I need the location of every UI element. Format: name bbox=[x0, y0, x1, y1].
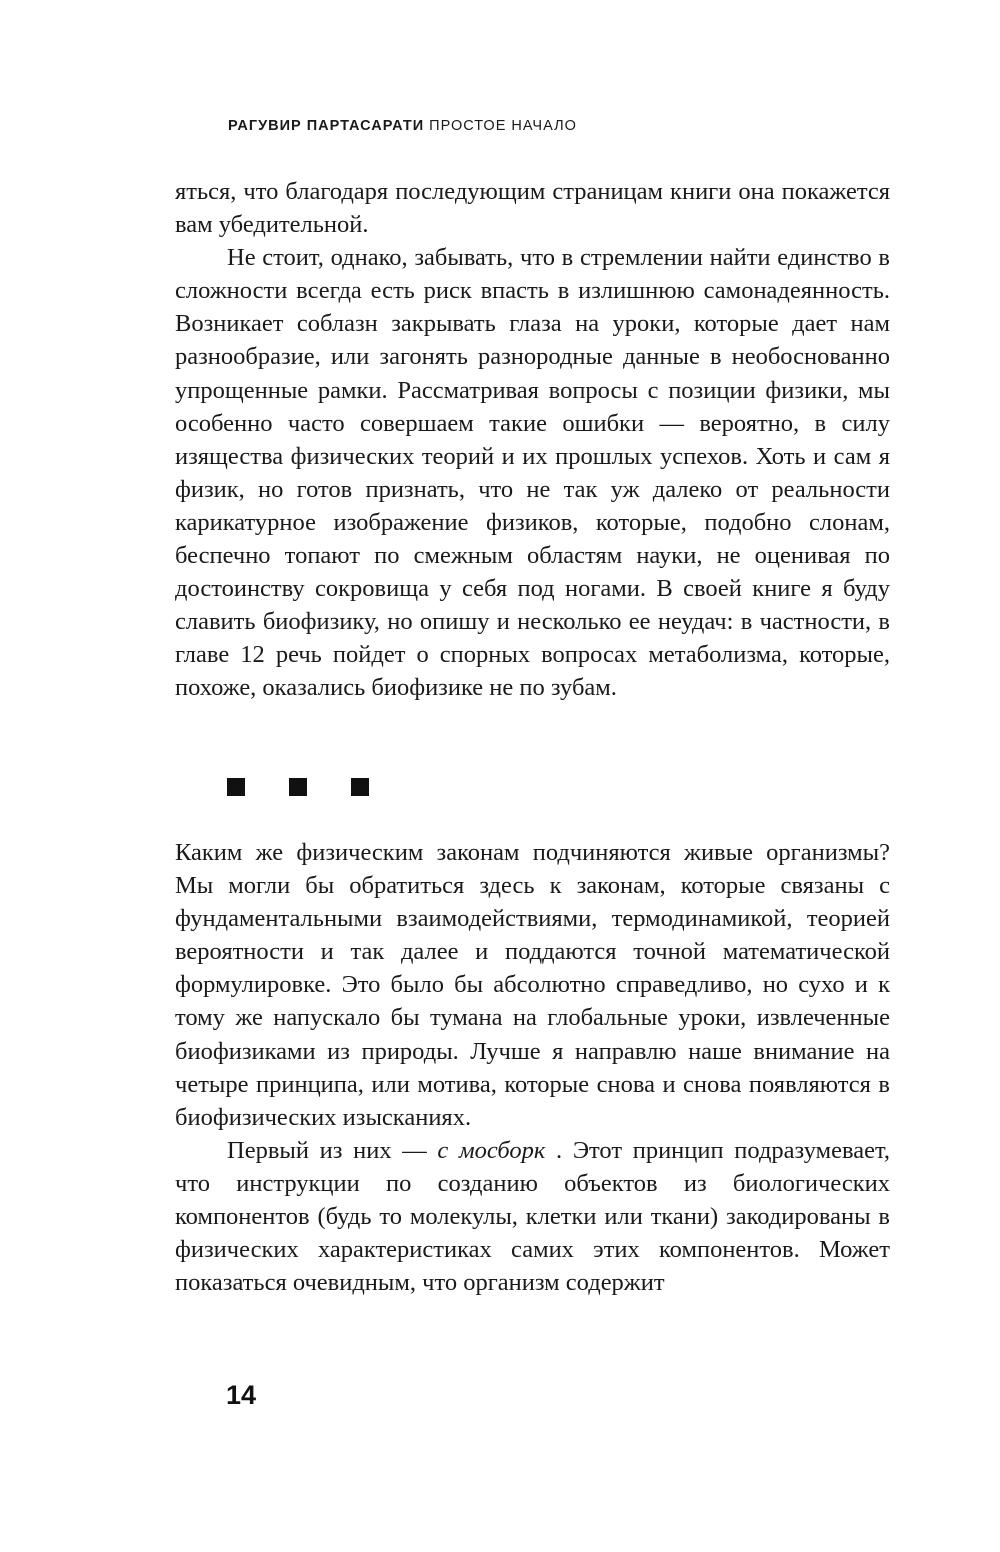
running-head-author: РАГУВИР ПАРТАСАРАТИ bbox=[228, 118, 425, 134]
paragraph: яться, что благодаря последующим страницам книги она покажется вам убедительной. bbox=[175, 178, 890, 239]
running-head bbox=[228, 118, 577, 134]
text-block-top bbox=[175, 175, 890, 705]
separator-square-icon bbox=[227, 778, 245, 796]
paragraph-text: Первый из них — bbox=[227, 1136, 438, 1164]
paragraph: Не стоит, однако, забывать, что в стремлении найти единство в сложности всегда есть риск впасть в излишнюю самонадеянность. Возникает соблазн закрывать глаза на уроки, которые дает нам разнообразие, или загонять разнородные данные в необоснованно упрощенные рамки. Рассматривая вопросы с позиции физики, мы особенно часто совершаем такие ошибки — вероятно, в силу изящества физических теорий и их прошлых успехов. Хоть и сам я физик, но готов признать, что не так уж далеко от реальности карикатурное изображение физиков, которые, подобно слонам, беспечно топают по смежным областям науки, не оценивая по достоинству сокровища у себя под ногами. В своей книге я буду славить биофизику, но опишу и несколько ее неудач: в частности, в главе 12 речь пойдет о спорных вопросах метаболизма, которые, похоже, оказались биофизике не по зубам. bbox=[175, 244, 890, 702]
paragraph-text: . Этот принцип подразумевает, что инструкции по созданию объектов из биологических компонентов (будь то молекулы, клетки или ткани) закодированы в физических характеристиках самих этих компонентов. Может показаться очевидным, что организм содержит bbox=[175, 1136, 890, 1297]
running-head-title: ПРОСТОЕ НАЧАЛО bbox=[429, 118, 577, 134]
paragraph: Каким же физическим законам подчиняются живые организмы? Мы могли бы обратиться здесь к законам, которые связаны с фундаментальными взаимодействиями, термодинамикой, теорией вероятности и так далее и поддаются точной математической формулировке. Это было бы абсолютно справедливо, но сухо и к тому же напускало бы тумана на глобальные уроки, извлеченные биофизиками из природы. Лучше я направлю наше внимание на четыре принципа, или мотива, которые снова и снова появляются в биофизических изысканиях. bbox=[175, 839, 890, 1131]
emphasized-term: с мосборк bbox=[437, 1136, 546, 1164]
page-number: 14 bbox=[226, 1380, 257, 1410]
text-block-bottom bbox=[175, 836, 890, 1299]
section-separator bbox=[227, 778, 369, 796]
paragraph bbox=[175, 1134, 890, 1299]
separator-square-icon bbox=[289, 778, 307, 796]
separator-square-icon bbox=[351, 778, 369, 796]
